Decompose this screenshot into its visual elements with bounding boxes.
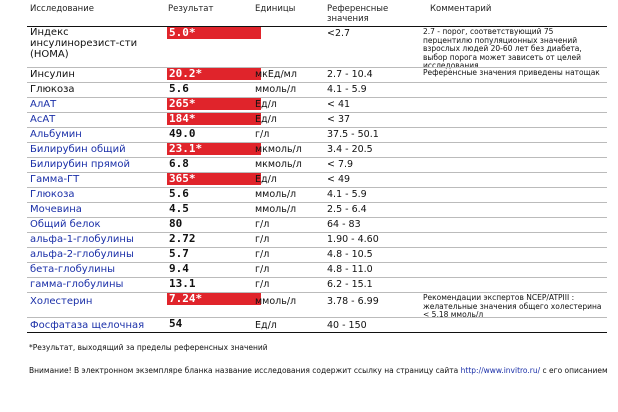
test-name[interactable] — [30, 320, 144, 331]
test-name-line: Инсулин — [30, 69, 75, 80]
table-row — [27, 217, 607, 232]
result-value: 5.6 — [169, 187, 189, 200]
table-row — [27, 67, 607, 82]
table-row — [27, 317, 607, 332]
reference-range: 2.7 - 10.4 — [327, 69, 373, 80]
test-name[interactable] — [30, 174, 79, 185]
footnote: *Результат, выходящий за пределы референсных значений — [29, 343, 268, 352]
table-row — [27, 172, 607, 187]
unit: ммоль/л — [255, 296, 297, 307]
test-name[interactable] — [30, 159, 130, 170]
test-name-line: Глюкоза — [30, 189, 75, 200]
reference-range: < 41 — [327, 99, 351, 110]
reference-range: 40 - 150 — [327, 320, 367, 331]
test-name[interactable] — [30, 264, 115, 275]
notice-text-end: с его описанием — [540, 366, 608, 375]
table-row — [27, 187, 607, 202]
unit: г/л — [255, 219, 270, 230]
unit: ммоль/л — [255, 189, 297, 200]
test-name[interactable] — [30, 234, 134, 245]
test-name — [30, 27, 137, 60]
result-value: 6.8 — [169, 157, 189, 170]
reference-range: 64 - 83 — [327, 219, 361, 230]
test-name[interactable] — [30, 204, 82, 215]
reference-range: 3.4 - 20.5 — [327, 144, 373, 155]
reference-range: 4.1 - 5.9 — [327, 84, 367, 95]
unit: Ед/л — [255, 174, 277, 185]
reference-range: < 37 — [327, 114, 351, 125]
table-row — [27, 277, 607, 292]
test-name[interactable] — [30, 219, 101, 230]
result-value-flagged: 5.0* — [167, 27, 261, 39]
result-value-flagged: 20.2* — [167, 68, 261, 80]
test-name-line: инсулинорезист-сти — [30, 38, 138, 49]
header-reference — [327, 4, 388, 24]
reference-range: < 7.9 — [327, 159, 354, 170]
reference-range: 2.5 - 6.4 — [327, 204, 367, 215]
test-name-line: (HOMA) — [30, 49, 69, 60]
unit: Ед/л — [255, 320, 277, 331]
header-reference-line2: значения — [327, 14, 369, 24]
unit: г/л — [255, 234, 270, 245]
result-value-flagged: 184* — [167, 113, 261, 125]
reference-range: < 49 — [327, 174, 351, 185]
table-row — [27, 247, 607, 262]
result-value: 5.7 — [169, 247, 189, 260]
reference-range: 4.8 - 11.0 — [327, 264, 373, 275]
unit: Ед/л — [255, 114, 277, 125]
test-name — [30, 69, 75, 80]
unit: ммоль/л — [255, 84, 297, 95]
test-name-line: бета-глобулины — [30, 264, 116, 275]
unit: Ед/л — [255, 99, 277, 110]
unit: мкмоль/л — [255, 159, 302, 170]
table-row — [27, 82, 607, 97]
test-name[interactable] — [30, 144, 126, 155]
reference-range: 3.78 - 6.99 — [327, 296, 379, 307]
unit: ммоль/л — [255, 204, 297, 215]
table-row — [27, 202, 607, 217]
header-test: Исследование — [30, 4, 94, 14]
table-row — [27, 97, 607, 112]
test-name[interactable] — [30, 99, 56, 110]
notice-text: Внимание! В электронном экземпляре бланка название исследования содержит ссылку на страницу сайта — [29, 366, 461, 375]
test-name-line: Билирубин прямой — [30, 159, 130, 170]
unit: г/л — [255, 279, 270, 290]
result-value-flagged: 7.24* — [167, 293, 261, 305]
table-row — [27, 142, 607, 157]
reference-range: 37.5 - 50.1 — [327, 129, 379, 140]
table-row — [27, 127, 607, 142]
test-name[interactable] — [30, 129, 82, 140]
unit: г/л — [255, 129, 270, 140]
site-link-notice — [29, 366, 608, 375]
table-row — [27, 157, 607, 172]
test-name[interactable] — [30, 249, 134, 260]
header-units: Единицы — [255, 4, 296, 14]
result-value: 80 — [169, 217, 183, 230]
result-value: 49.0 — [169, 127, 196, 140]
reference-range: <2.7 — [327, 28, 351, 39]
test-name[interactable] — [30, 189, 75, 200]
result-value-flagged: 365* — [167, 173, 261, 185]
result-value-flagged: 23.1* — [167, 143, 261, 155]
test-name-line: Холестерин — [30, 296, 93, 307]
result-value: 5.6 — [169, 82, 189, 95]
result-value-flagged: 265* — [167, 98, 261, 110]
test-name-line: Мочевина — [30, 204, 82, 215]
test-name[interactable] — [30, 114, 55, 125]
test-name-line: Фосфатаза щелочная — [30, 320, 145, 331]
table-row — [27, 292, 607, 317]
comment: 2.7 - порог, соответствующий 75 перцентилю популяционных значений взрослых людей 20-60 лет без диабета, выбор порога может зависеть от целей исследования. — [423, 27, 582, 70]
table-row — [27, 112, 607, 127]
unit: г/л — [255, 264, 270, 275]
test-name[interactable] — [30, 279, 123, 290]
site-link[interactable]: http://www.invitro.ru/ — [460, 366, 541, 375]
test-name-line: Общий белок — [30, 219, 101, 230]
result-value: 4.5 — [169, 202, 189, 215]
test-name-line: альфа-2-глобулины — [30, 249, 134, 260]
table-row — [27, 26, 607, 70]
result-value: 9.4 — [169, 262, 189, 275]
comment: Рекомендации экспертов NCEP/ATPIII : желательные значения общего холестерина < 5,18 ммоль/л — [423, 293, 602, 319]
reference-range: 1.90 - 4.60 — [327, 234, 379, 245]
reference-range: 4.8 - 10.5 — [327, 249, 373, 260]
test-name-line: Глюкоза — [30, 84, 75, 95]
header-result: Результат — [168, 4, 214, 14]
result-value: 13.1 — [169, 277, 196, 290]
unit: мкмоль/л — [255, 144, 302, 155]
reference-range: 4.1 - 5.9 — [327, 189, 367, 200]
result-value: 2.72 — [169, 232, 196, 245]
test-name-line: АсАТ — [30, 114, 56, 125]
test-name — [30, 84, 75, 95]
comment: Референсные значения приведены натощак — [423, 68, 600, 77]
test-name-line: Гамма-ГТ — [30, 174, 80, 185]
table-row — [27, 232, 607, 247]
test-name[interactable] — [30, 296, 92, 307]
header-comment: Комментарий — [430, 4, 492, 14]
test-name-line: альфа-1-глобулины — [30, 234, 134, 245]
test-name-line: АлАТ — [30, 99, 57, 110]
test-name-line: Индекс — [30, 27, 69, 38]
test-name-line: гамма-глобулины — [30, 279, 124, 290]
table-row — [27, 262, 607, 277]
test-name-line: Билирубин общий — [30, 144, 126, 155]
unit: мкЕд/мл — [255, 69, 297, 80]
unit: г/л — [255, 249, 270, 260]
result-value: 54 — [169, 317, 183, 330]
reference-range: 6.2 - 15.1 — [327, 279, 373, 290]
header-reference-line1: Референсные — [327, 4, 389, 14]
test-name-line: Альбумин — [30, 129, 82, 140]
row-divider — [27, 332, 607, 333]
